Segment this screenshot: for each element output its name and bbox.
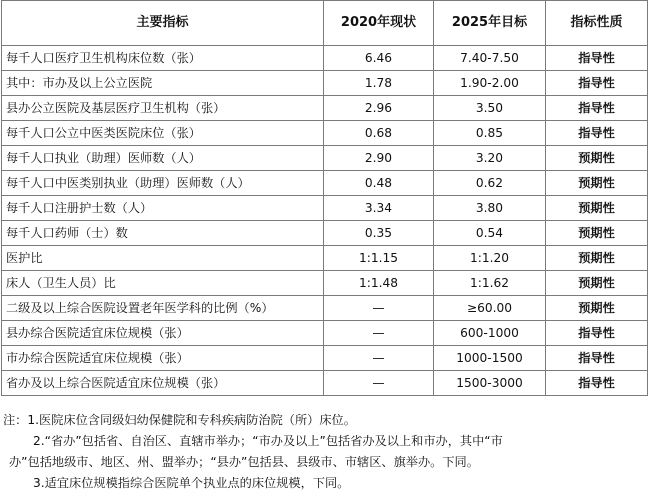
table-row [2,296,648,321]
indicator-name-cell: 每千人口执业（助理）医师数（人） [2,146,324,171]
table-row [2,271,648,296]
note-line-3: 办”包括地级市、地区、州、盟举办；“县办”包括县、县级市、市辖区、旗举办。下同。 [9,455,479,469]
header-indicator: 主要指标 [2,1,324,46]
indicator-nature-cell: 指导性 [546,371,648,396]
indicator-nature-cell: 指导性 [546,346,648,371]
indicator-nature-cell: 预期性 [546,271,648,296]
value-2025-cell: 7.40-7.50 [434,46,546,71]
indicator-nature-cell: 预期性 [546,296,648,321]
value-2025-cell: 1.90-2.00 [434,71,546,96]
value-2025-cell: 0.62 [434,171,546,196]
indicator-nature-cell: 预期性 [546,146,648,171]
value-2020-cell: — [324,346,434,371]
table-row [2,146,648,171]
indicator-name-cell: 每千人口药师（士）数 [2,221,324,246]
value-2025-cell: 1:1.20 [434,246,546,271]
value-2020-cell: 2.90 [324,146,434,171]
indicator-nature-cell: 指导性 [546,121,648,146]
value-2025-cell: 1500-3000 [434,371,546,396]
indicator-name-cell: 县办综合医院适宜床位规模（张） [2,321,324,346]
note-line-4: 3.适宜床位规模指综合医院单个执业点的床位规模，下同。 [33,476,350,490]
value-2025-cell: 0.54 [434,221,546,246]
indicator-name-cell: 二级及以上综合医院设置老年医学科的比例（%） [2,296,324,321]
indicator-nature-cell: 指导性 [546,46,648,71]
indicator-nature-cell: 预期性 [546,171,648,196]
value-2025-cell: 3.80 [434,196,546,221]
value-2020-cell: 1.78 [324,71,434,96]
value-2025-cell: 1000-1500 [434,346,546,371]
value-2020-cell: 2.96 [324,96,434,121]
indicator-name-cell: 市办综合医院适宜床位规模（张） [2,346,324,371]
indicator-name-cell: 医护比 [2,246,324,271]
value-2025-cell: 3.20 [434,146,546,171]
table-row [2,346,648,371]
indicator-name-cell: 每千人口中医类别执业（助理）医师数（人） [2,171,324,196]
header-2020-status: 2020年现状 [324,1,434,46]
value-2025-cell: 600-1000 [434,321,546,346]
indicator-nature-cell: 指导性 [546,96,648,121]
indicator-name-cell: 其中：市办及以上公立医院 [2,71,324,96]
value-2025-cell: 0.85 [434,121,546,146]
table-row [2,96,648,121]
indicator-nature-cell: 预期性 [546,221,648,246]
indicator-name-cell: 县办公立医院及基层医疗卫生机构（张） [2,96,324,121]
table-row [2,221,648,246]
value-2020-cell: 1:1.15 [324,246,434,271]
value-2025-cell: 3.50 [434,96,546,121]
indicator-nature-cell: 指导性 [546,321,648,346]
value-2020-cell: 1:1.48 [324,271,434,296]
indicator-table [1,0,648,396]
value-2020-cell: 3.34 [324,196,434,221]
table-row [2,46,648,71]
header-indicator-nature: 指标性质 [546,1,648,46]
table-row [2,71,648,96]
notes-section [3,410,645,494]
value-2025-cell: ≥60.00 [434,296,546,321]
header-2025-target: 2025年目标 [434,1,546,46]
indicator-name-cell: 床人（卫生人员）比 [2,271,324,296]
note-line-1: 注：1.医院床位含同级妇幼保健院和专科疾病防治院（所）床位。 [3,413,356,427]
table-header [2,1,648,46]
table-body [2,46,648,396]
indicator-nature-cell: 预期性 [546,246,648,271]
value-2020-cell: 0.48 [324,171,434,196]
value-2020-cell: 6.46 [324,46,434,71]
table-row [2,321,648,346]
indicator-nature-cell: 指导性 [546,71,648,96]
indicator-name-cell: 每千人口公立中医类医院床位（张） [2,121,324,146]
indicator-name-cell: 每千人口医疗卫生机构床位数（张） [2,46,324,71]
indicator-name-cell: 省办及以上综合医院适宜床位规模（张） [2,371,324,396]
table-row [2,196,648,221]
value-2020-cell: — [324,371,434,396]
table-row [2,246,648,271]
value-2020-cell: — [324,296,434,321]
header-row [2,1,648,46]
note-line-2: 2.“省办”包括省、自治区、直辖市举办；“市办及以上”包括省办及以上和市办，其中“市 [33,434,503,448]
table-row [2,171,648,196]
value-2025-cell: 1:1.62 [434,271,546,296]
value-2020-cell: 0.68 [324,121,434,146]
indicator-name-cell: 每千人口注册护士数（人） [2,196,324,221]
table-row [2,371,648,396]
value-2020-cell: 0.35 [324,221,434,246]
indicator-nature-cell: 预期性 [546,196,648,221]
value-2020-cell: — [324,321,434,346]
table-row [2,121,648,146]
